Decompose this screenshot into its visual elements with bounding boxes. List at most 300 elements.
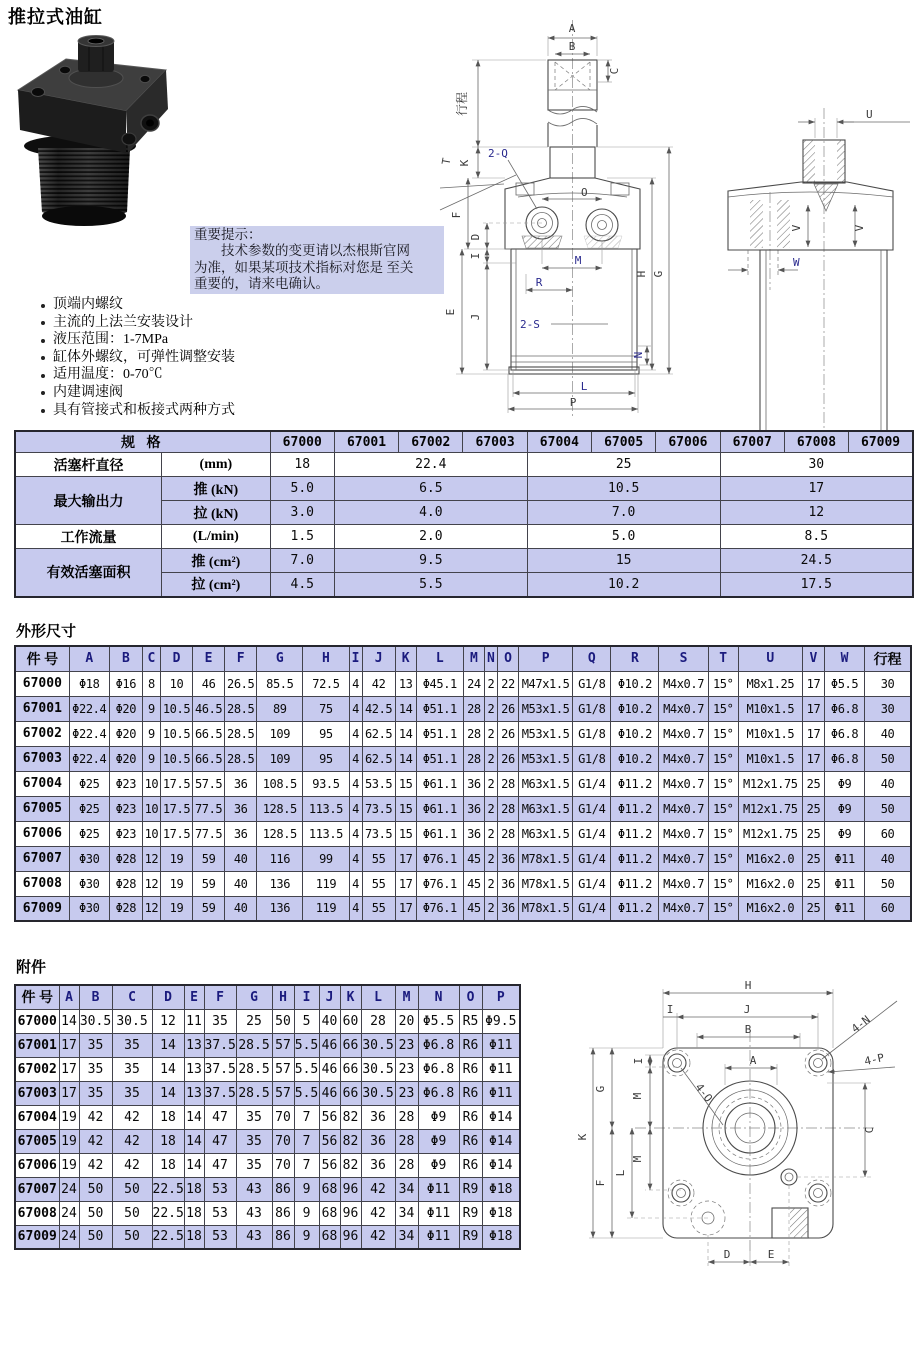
table-cell: 2 <box>484 696 497 721</box>
spec-value: 30 <box>720 453 913 477</box>
table-cell: Φ6.8 <box>418 1033 459 1057</box>
table-cell: 36 <box>225 771 257 796</box>
spec-value: 2.0 <box>334 525 527 549</box>
dim-label: I <box>666 1003 674 1016</box>
table-cell: 23 <box>395 1081 418 1105</box>
table-cell: M4x0.7 <box>659 846 708 871</box>
table-cell: G1/4 <box>573 821 611 846</box>
table-cell: 4 <box>349 846 362 871</box>
table-cell: 20 <box>395 1009 418 1033</box>
column-header: N <box>418 985 459 1009</box>
table-cell: 28.5 <box>225 696 257 721</box>
table-cell: 7 <box>294 1153 319 1177</box>
dim-label: K <box>458 159 471 167</box>
dim-label: N <box>632 351 645 359</box>
table-cell: 2 <box>484 896 497 921</box>
table-cell: 30.5 <box>112 1009 152 1033</box>
table-cell: 42.5 <box>362 696 395 721</box>
column-header: P <box>482 985 520 1009</box>
table-cell: 35 <box>79 1033 112 1057</box>
dim-label: J <box>469 313 482 321</box>
table-cell: 66 <box>340 1081 361 1105</box>
table-cell: Φ14 <box>482 1153 520 1177</box>
model-header: 67005 <box>592 431 656 453</box>
table-cell: 24 <box>59 1177 79 1201</box>
table-cell: 53 <box>204 1201 236 1225</box>
table-cell: 82 <box>340 1105 361 1129</box>
table-cell: M8x1.25 <box>738 671 802 696</box>
table-cell: Φ23 <box>109 796 142 821</box>
table-cell: 9 <box>294 1177 319 1201</box>
column-header: T <box>708 646 738 671</box>
table-cell: R9 <box>459 1201 482 1225</box>
model-header: 67009 <box>849 431 913 453</box>
table-cell: 11 <box>184 1009 204 1033</box>
spec-unit-label: 拉 (cm²) <box>162 573 270 597</box>
table-cell: 15° <box>708 746 738 771</box>
table-cell: 2 <box>484 796 497 821</box>
dim-label: G <box>594 1085 607 1093</box>
dimensions-table <box>14 645 912 922</box>
spec-row-label: 有效活塞面积 <box>15 549 162 597</box>
column-header: C <box>112 985 152 1009</box>
table-cell: 14 <box>395 696 416 721</box>
table-cell: 22 <box>497 671 518 696</box>
table-cell: 96 <box>340 1177 361 1201</box>
column-header: 件 号 <box>15 985 59 1009</box>
table-cell: 24 <box>59 1225 79 1249</box>
table-cell: 96 <box>340 1225 361 1249</box>
table-cell: 42 <box>361 1201 395 1225</box>
part-number-cell: 67003 <box>15 1081 59 1105</box>
table-cell: Φ6.8 <box>825 721 865 746</box>
table-cell: Φ10.2 <box>611 671 659 696</box>
spec-value: 6.5 <box>334 477 527 501</box>
column-header: R <box>611 646 659 671</box>
table-cell: 36 <box>463 821 484 846</box>
table-cell: 47 <box>204 1153 236 1177</box>
spec-row <box>15 453 913 477</box>
spec-value: 5.0 <box>270 477 334 501</box>
table-cell: 28 <box>463 746 484 771</box>
table-cell: 4 <box>349 746 362 771</box>
product-photo <box>8 26 193 236</box>
table-cell: 46 <box>319 1057 340 1081</box>
column-header: B <box>79 985 112 1009</box>
spec-row-label: 最大输出力 <box>15 477 162 525</box>
table-cell: 42 <box>362 671 395 696</box>
table-cell: 73.5 <box>362 821 395 846</box>
spec-row <box>15 525 913 549</box>
spec-value: 10.2 <box>527 573 720 597</box>
column-header: F <box>204 985 236 1009</box>
dim-label: M <box>574 254 582 267</box>
table-cell: 10 <box>142 771 160 796</box>
table-cell: 37.5 <box>204 1081 236 1105</box>
table-cell: 34 <box>395 1225 418 1249</box>
table-cell: 50 <box>272 1009 294 1033</box>
table-cell: M4x0.7 <box>659 671 708 696</box>
table-cell: 9 <box>142 746 160 771</box>
table-cell: 2 <box>484 721 497 746</box>
table-cell: 42 <box>112 1153 152 1177</box>
table-cell: Φ11.2 <box>611 821 659 846</box>
table-cell: 36 <box>463 796 484 821</box>
table-cell: 116 <box>257 846 303 871</box>
table-cell: 57 <box>272 1081 294 1105</box>
table-cell: 72.5 <box>303 671 349 696</box>
table-cell: 17.5 <box>160 821 192 846</box>
table-cell: 25 <box>802 821 824 846</box>
table-cell: 26 <box>497 696 518 721</box>
table-cell: 22.5 <box>152 1177 184 1201</box>
spec-row-label: 工作流量 <box>15 525 162 549</box>
table-cell: 75 <box>303 696 349 721</box>
part-number-cell: 67008 <box>15 1201 59 1225</box>
table-cell: Φ11.2 <box>611 846 659 871</box>
table-cell: M63x1.5 <box>519 771 573 796</box>
spec-value: 7.0 <box>270 549 334 573</box>
table-cell: 119 <box>303 871 349 896</box>
table-cell: 40 <box>225 896 257 921</box>
column-header: G <box>257 646 303 671</box>
table-cell: 55 <box>362 896 395 921</box>
column-header: C <box>142 646 160 671</box>
column-header: D <box>152 985 184 1009</box>
table-cell: Φ14 <box>482 1129 520 1153</box>
page-title: 推拉式油缸 <box>8 7 103 27</box>
table-cell: 28 <box>497 771 518 796</box>
table-cell: Φ61.1 <box>416 821 463 846</box>
table-cell: Φ9 <box>825 771 865 796</box>
table-cell: 53 <box>204 1225 236 1249</box>
column-header: N <box>484 646 497 671</box>
table-cell: Φ9 <box>418 1105 459 1129</box>
table-cell: Φ11 <box>482 1033 520 1057</box>
table-cell: 40 <box>225 871 257 896</box>
table-cell: 2 <box>484 671 497 696</box>
table-cell: Φ9 <box>418 1153 459 1177</box>
cylinder-illustration <box>18 36 168 227</box>
table-cell: 15 <box>395 796 416 821</box>
model-header: 67001 <box>334 431 398 453</box>
table-cell: Φ51.1 <box>416 721 463 746</box>
table-cell: Φ22.4 <box>69 721 109 746</box>
column-header: K <box>340 985 361 1009</box>
table-cell: 36 <box>361 1129 395 1153</box>
table-cell: 136 <box>257 896 303 921</box>
dim-label: P <box>569 396 577 409</box>
table-cell: 12 <box>152 1009 184 1033</box>
table-cell: 66 <box>340 1057 361 1081</box>
dim-label: I <box>469 252 482 260</box>
table-cell: 35 <box>79 1081 112 1105</box>
section-title-accessories: 附件 <box>16 960 47 976</box>
table-cell: 36 <box>225 796 257 821</box>
column-header: B <box>109 646 142 671</box>
table-cell: 30 <box>865 671 911 696</box>
table-cell: R6 <box>459 1033 482 1057</box>
model-header: 67002 <box>399 431 463 453</box>
spec-unit-label: 拉 (kN) <box>162 501 270 525</box>
table-cell: 17 <box>59 1081 79 1105</box>
table-cell: Φ11 <box>482 1057 520 1081</box>
table-cell: 28.5 <box>225 721 257 746</box>
part-number-cell: 67006 <box>15 1153 59 1177</box>
table-cell: 7 <box>294 1129 319 1153</box>
spec-row-label: 活塞杆直径 <box>15 453 162 477</box>
table-cell: G1/4 <box>573 896 611 921</box>
dim-label: M <box>631 1155 644 1163</box>
table-cell: 40 <box>865 721 911 746</box>
dim-label: J <box>743 1003 751 1016</box>
table-cell: 12 <box>142 896 160 921</box>
table-cell: 15 <box>395 771 416 796</box>
table-cell: Φ11.2 <box>611 796 659 821</box>
dim-label: H <box>635 270 648 278</box>
table-cell: 17.5 <box>160 796 192 821</box>
feature-item: 液压范围：1-7MPa <box>36 331 235 349</box>
table-cell: 17 <box>802 721 824 746</box>
table-cell: 35 <box>79 1057 112 1081</box>
spec-table <box>14 430 914 598</box>
column-header: A <box>69 646 109 671</box>
table-cell: 36 <box>225 821 257 846</box>
spec-value: 15 <box>527 549 720 573</box>
table-cell: M12x1.75 <box>738 796 802 821</box>
table-cell: 28 <box>395 1129 418 1153</box>
table-cell: 24 <box>463 671 484 696</box>
table-cell: 18 <box>152 1105 184 1129</box>
part-number-cell: 67005 <box>15 796 69 821</box>
table-cell: M10x1.5 <box>738 696 802 721</box>
table-cell: 77.5 <box>193 796 225 821</box>
dim-label: T <box>439 157 454 166</box>
column-header: K <box>395 646 416 671</box>
table-cell: 28 <box>497 796 518 821</box>
column-header: I <box>294 985 319 1009</box>
spec-row <box>15 549 913 573</box>
table-cell: 47 <box>204 1129 236 1153</box>
table-cell: 10 <box>142 796 160 821</box>
dim-label: W <box>793 256 800 269</box>
table-cell: 2 <box>484 846 497 871</box>
hole-count-label: 4-P <box>863 1051 886 1069</box>
column-header: E <box>193 646 225 671</box>
table-cell: Φ20 <box>109 696 142 721</box>
column-header: F <box>225 646 257 671</box>
table-cell: 15° <box>708 871 738 896</box>
table-cell: M4x0.7 <box>659 796 708 821</box>
part-row <box>15 796 911 821</box>
spec-value: 10.5 <box>527 477 720 501</box>
table-cell: M63x1.5 <box>519 821 573 846</box>
table-cell: 5.5 <box>294 1033 319 1057</box>
dim-label: O <box>581 186 588 199</box>
spec-value: 4.0 <box>334 501 527 525</box>
part-row <box>15 721 911 746</box>
table-cell: 22.5 <box>152 1201 184 1225</box>
spec-value: 18 <box>270 453 334 477</box>
table-cell: 57.5 <box>193 771 225 796</box>
table-cell: 28 <box>497 821 518 846</box>
feature-item: 主流的上法兰安装设计 <box>36 314 235 332</box>
spec-value: 1.5 <box>270 525 334 549</box>
table-cell: Φ11 <box>825 846 865 871</box>
part-number-cell: 67007 <box>15 1177 59 1201</box>
table-cell: 30.5 <box>361 1081 395 1105</box>
table-cell: 10.5 <box>160 696 192 721</box>
table-cell: Φ76.1 <box>416 896 463 921</box>
table-cell: 17.5 <box>160 771 192 796</box>
table-cell: 56 <box>319 1105 340 1129</box>
table-cell: 89 <box>257 696 303 721</box>
accessories-table <box>14 984 521 1250</box>
table-cell: Φ30 <box>69 871 109 896</box>
table-cell: 55 <box>362 871 395 896</box>
table-cell: 30.5 <box>79 1009 112 1033</box>
header-row <box>15 646 911 671</box>
table-cell: 18 <box>184 1177 204 1201</box>
part-number-cell: 67006 <box>15 821 69 846</box>
table-cell: 50 <box>865 746 911 771</box>
table-cell: Φ10.2 <box>611 696 659 721</box>
table-cell: Φ11 <box>418 1225 459 1249</box>
table-cell: M10x1.5 <box>738 721 802 746</box>
table-cell: Φ22.4 <box>69 746 109 771</box>
table-cell: 19 <box>59 1153 79 1177</box>
table-cell: Φ10.2 <box>611 721 659 746</box>
table-cell: 9 <box>142 721 160 746</box>
table-cell: 4 <box>349 671 362 696</box>
table-cell: 45 <box>463 871 484 896</box>
spec-value: 17 <box>720 477 913 501</box>
table-cell: Φ6.8 <box>825 696 865 721</box>
table-cell: M16x2.0 <box>738 871 802 896</box>
table-cell: 14 <box>152 1057 184 1081</box>
table-cell: 17 <box>395 896 416 921</box>
table-cell: 28.5 <box>236 1081 272 1105</box>
table-cell: 17 <box>395 846 416 871</box>
table-cell: 30.5 <box>361 1033 395 1057</box>
table-cell: 62.5 <box>362 721 395 746</box>
column-header: L <box>416 646 463 671</box>
part-row <box>15 696 911 721</box>
part-row <box>15 771 911 796</box>
dim-label: A <box>749 1054 757 1067</box>
table-cell: 25 <box>802 771 824 796</box>
part-row <box>15 1129 520 1153</box>
part-row <box>15 1105 520 1129</box>
column-header: M <box>463 646 484 671</box>
spec-unit-label: (L/min) <box>162 525 270 549</box>
hole-count-label: 4-O <box>692 1081 715 1105</box>
table-cell: 128.5 <box>257 796 303 821</box>
hole-count-label: 4-N <box>849 1013 873 1036</box>
table-cell: 73.5 <box>362 796 395 821</box>
table-cell: Φ11 <box>418 1201 459 1225</box>
part-row <box>15 1201 520 1225</box>
table-cell: 18 <box>152 1129 184 1153</box>
model-header: 67000 <box>270 431 334 453</box>
table-cell: 50 <box>112 1177 152 1201</box>
side-view-drawing <box>698 78 915 450</box>
table-cell: 12 <box>142 846 160 871</box>
table-cell: Φ18 <box>482 1201 520 1225</box>
table-cell: 17 <box>802 746 824 771</box>
table-cell: 2 <box>484 871 497 896</box>
table-cell: 82 <box>340 1129 361 1153</box>
table-cell: 35 <box>112 1057 152 1081</box>
table-cell: 93.5 <box>303 771 349 796</box>
table-cell: 15° <box>708 771 738 796</box>
table-cell: 5 <box>294 1009 319 1033</box>
table-cell: 40 <box>319 1009 340 1033</box>
spec-unit-label: 推 (kN) <box>162 477 270 501</box>
table-cell: 82 <box>340 1153 361 1177</box>
table-cell: 86 <box>272 1225 294 1249</box>
dim-label: A <box>568 22 576 35</box>
table-cell: Φ30 <box>69 846 109 871</box>
table-cell: 96 <box>340 1201 361 1225</box>
spec-value: 22.4 <box>334 453 527 477</box>
dim-label: C <box>608 67 621 75</box>
table-cell: 14 <box>184 1153 204 1177</box>
part-number-cell: 67009 <box>15 896 69 921</box>
table-cell: 59 <box>193 846 225 871</box>
table-cell: 17 <box>395 871 416 896</box>
dim-label: C <box>863 1126 876 1134</box>
table-cell: 30.5 <box>361 1057 395 1081</box>
table-cell: 14 <box>184 1129 204 1153</box>
table-cell: M53x1.5 <box>519 746 573 771</box>
table-cell: Φ9 <box>825 796 865 821</box>
spec-value: 8.5 <box>720 525 913 549</box>
table-cell: 60 <box>340 1009 361 1033</box>
table-cell: 43 <box>236 1225 272 1249</box>
table-cell: 17 <box>59 1033 79 1057</box>
table-cell: 10 <box>142 821 160 846</box>
table-cell: 35 <box>112 1033 152 1057</box>
table-cell: 10.5 <box>160 721 192 746</box>
table-cell: Φ9 <box>825 821 865 846</box>
column-header: D <box>160 646 192 671</box>
table-cell: Φ28 <box>109 896 142 921</box>
table-cell: 17 <box>802 696 824 721</box>
table-cell: M63x1.5 <box>519 796 573 821</box>
table-cell: 36 <box>497 871 518 896</box>
table-cell: M16x2.0 <box>738 896 802 921</box>
table-cell: R6 <box>459 1105 482 1129</box>
table-cell: 34 <box>395 1201 418 1225</box>
table-cell: M4x0.7 <box>659 696 708 721</box>
table-cell: 4 <box>349 696 362 721</box>
table-cell: 15° <box>708 796 738 821</box>
part-number-cell: 67000 <box>15 1009 59 1033</box>
table-cell: Φ76.1 <box>416 871 463 896</box>
table-cell: 28.5 <box>225 746 257 771</box>
table-cell: 42 <box>79 1105 112 1129</box>
table-cell: G1/4 <box>573 846 611 871</box>
table-cell: 28 <box>463 721 484 746</box>
feature-item: 内建调速阀 <box>36 384 235 402</box>
dim-label: E <box>444 308 457 316</box>
dim-label: V <box>790 224 803 232</box>
table-cell: Φ51.1 <box>416 696 463 721</box>
table-cell: 7 <box>294 1105 319 1129</box>
table-cell: Φ9.5 <box>482 1009 520 1033</box>
table-cell: 53 <box>204 1177 236 1201</box>
